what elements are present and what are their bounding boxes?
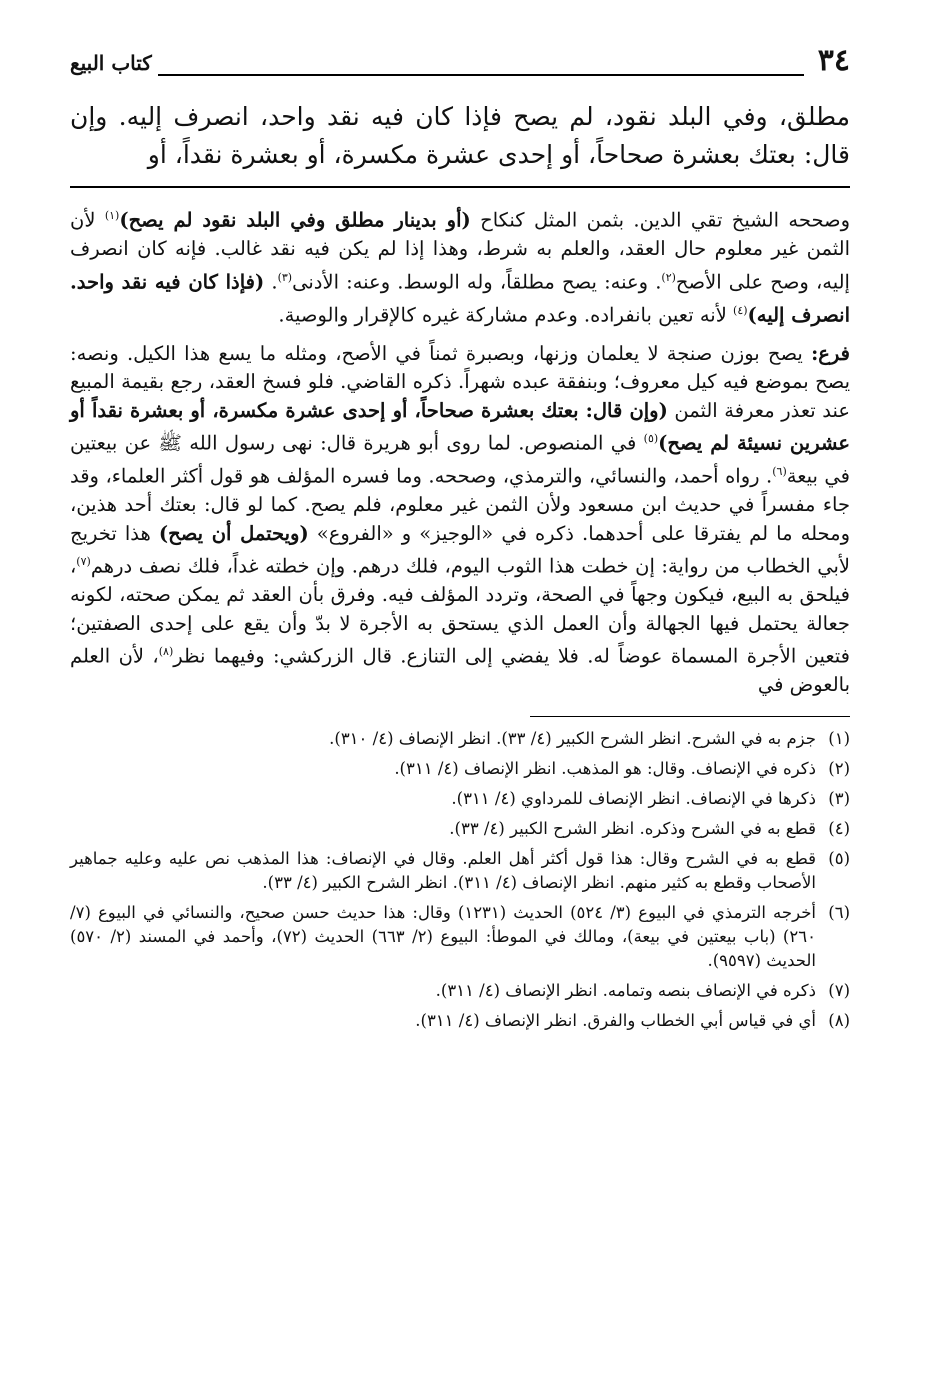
book-page	[70, 40, 850, 1039]
footnote-text: أي في قياس أبي الخطاب والفرق. انظر الإنصاف (٤/ ٣١١).	[415, 1010, 816, 1030]
sharh-text: هذا تخريج لأبي الخطاب من رواية: إن خطت هذا الثوب اليوم، فلك درهم. وإن خطته غداً، فلك نصف درهم	[70, 521, 850, 578]
footnote	[70, 817, 850, 841]
far-label: فرع:	[811, 341, 850, 365]
footnote-ref: (٤)	[733, 303, 748, 317]
footnote-number: (٧)	[828, 980, 850, 1000]
footnote-ref: (٥)	[643, 432, 659, 445]
footnote-text: ذكره في الإنصاف بنصه وتمامه. انظر الإنصاف (٤/ ٣١١).	[435, 980, 816, 1000]
footnote-number: (٢)	[828, 758, 850, 778]
footnotes	[70, 727, 850, 1033]
sharh-text: لأن الثمن غير معلوم حال العقد، والعلم به شرط، وهذا إذا لم يكن فيه نقد غالب. فإنه كان انصرف إليه، وصح على الأصح	[70, 208, 850, 293]
sharh-text: لأنه تعين بانفراده. وعدم مشاركة غيره كالإقرار والوصية.	[278, 303, 734, 326]
book-title: كتاب البيع	[70, 51, 152, 75]
footnote	[70, 787, 850, 811]
sharh-text: يصح بوزن صنجة لا يعلمان وزنها، وبصبرة ثمناً في الأصح، ومثله ما يسع هذا الكيل. ونصه: يصح بموضع فيه كيل معروف؛ وبنفقة عبده شهراً. ذكره القاضي. فلو فسخ العقد، رجع بقيمة المبيع عند تعذر معرفة الثمن	[70, 341, 850, 422]
footnote-text: ذكره في الإنصاف. وقال: هو المذهب. انظر الإنصاف (٤/ ٣١١).	[394, 758, 816, 778]
footnote	[70, 727, 850, 751]
footnote-number: (٨)	[828, 1010, 850, 1030]
footnote-ref: (٨)	[158, 645, 174, 658]
footnote	[70, 901, 850, 973]
sharh-text: ، فيلحق به البيع، فيكون وجهاً في الصحة، وتردد المؤلف فيه. وفرق بأن العقد ثم يمكن صحته، لكونه جعالة يحتمل فيها الجهالة وأن العمل الذي يستحق به الأجرة لا بدّ وأن يقع على إحدى الصفتين؛ فتعين الأجرة المسماة عوضاً له. فلا يفضي إلى التنازع. قال الزركشي: وفيهما نظر	[70, 554, 850, 668]
footnote-ref: (٧)	[76, 555, 91, 568]
header-rule	[158, 56, 804, 76]
footnote-number: (١)	[828, 728, 850, 748]
matn-quote: (ويحتمل أن يصح)	[158, 521, 309, 545]
footnote	[70, 847, 850, 895]
footnote	[70, 757, 850, 781]
sharh-paragraph-2	[70, 340, 850, 700]
page-number: ٣٤	[817, 43, 850, 78]
footnote-number: (٣)	[828, 788, 850, 808]
footnote-number: (٦)	[828, 902, 850, 922]
sharh-text: .	[264, 270, 278, 293]
footnote	[70, 979, 850, 1003]
footnote-ref: (٢)	[661, 270, 676, 284]
footnote-ref: (٣)	[277, 270, 293, 284]
matn-quote: (وإن قال: بعتك بعشرة صحاحاً، أو إحدى عشرة مكسرة، أو بعشرة نقداً أو عشرين نسيئة لم يصح)	[70, 398, 850, 455]
footnote-text: أخرجه الترمذي في البيوع (٣/ ٥٢٤) الحديث (١٢٣١) وقال: هذا حديث حسن صحيح، والنسائي في البيوع (٧/ ٢٦٠) (باب بيعتين في بيعة)، ومالك في الموطأ: البيوع (٢/ ٦٦٣) الحديث (٧٢)، وأحمد في المسند (٢/ ٥٧٠) الحديث (٩٥٩٧).	[70, 902, 816, 970]
footnote-number: (٥)	[828, 848, 850, 868]
sharh-text: وصححه الشيخ تقي الدين. بثمن المثل كنكاح	[470, 208, 851, 232]
footnote-text: جزم به في الشرح. انظر الشرح الكبير (٤/ ٣٣). انظر الإنصاف (٤/ ٣١٠).	[329, 728, 816, 748]
footnote-ref: (٦)	[772, 465, 787, 478]
footnote-ref: (١)	[104, 209, 120, 222]
footnote-rule	[530, 716, 850, 717]
matn-text: مطلق، وفي البلد نقود، لم يصح فإذا كان فيه نقد واحد، انصرف إليه. وإن قال: بعتك بعشرة صحاحاً، أو إحدى عشرة مكسرة، أو بعشرة نقداً، أو	[70, 102, 850, 169]
matn-quote: (أو بدينار مطلق وفي البلد نقود لم يصح)	[119, 208, 471, 232]
page-header	[70, 40, 850, 76]
sharh-text: ، لأن العلم بالعوض في	[70, 644, 850, 696]
sharh-text: في المنصوص. لما روى أبو هريرة قال: نهى رسول الله ﷺ عن بيعتين في بيعة	[70, 431, 851, 488]
footnote-text: ذكرها في الإنصاف. انظر الإنصاف للمرداوي (٤/ ٣١١).	[451, 788, 816, 808]
matn-quote: (فإذا كان فيه نقد واحد. انصرف إليه)	[70, 270, 850, 326]
footnote	[70, 1009, 850, 1033]
sharh-text: . وعنه: يصح مطلقاً، وله الوسط. وعنه: الأدنى	[292, 270, 662, 293]
footnote-text: قطع به في الشرح وقال: هذا قول أكثر أهل العلم. وقال في الإنصاف: هذا المذهب نص عليه وعليه جماهير الأصحاب وقطع به كثير منهم. انظر الإنصاف (٤/ ٣١١). انظر الشرح الكبير (٤/ ٣٣).	[70, 848, 816, 892]
footnote-text: قطع به في الشرح وذكره. انظر الشرح الكبير (٤/ ٣٣).	[449, 818, 816, 838]
sharh-text: . رواه أحمد، والنسائي، والترمذي، وصححه. وما فسره المؤلف هو قول أكثر العلماء، وقد جاء مفسراً في حديث ابن مسعود ولأن الثمن غير معلوم، فلم يصح. كما لو قال: بعتك أحد هذين، ومحله ما لم يفترقا على أحدهما. ذكره في «الوجيز» و «الفروع»	[70, 464, 850, 545]
sharh-paragraph-1	[70, 202, 850, 330]
footnote-number: (٤)	[828, 818, 850, 838]
matn-divider	[70, 186, 850, 188]
sharh-commentary	[70, 202, 850, 700]
